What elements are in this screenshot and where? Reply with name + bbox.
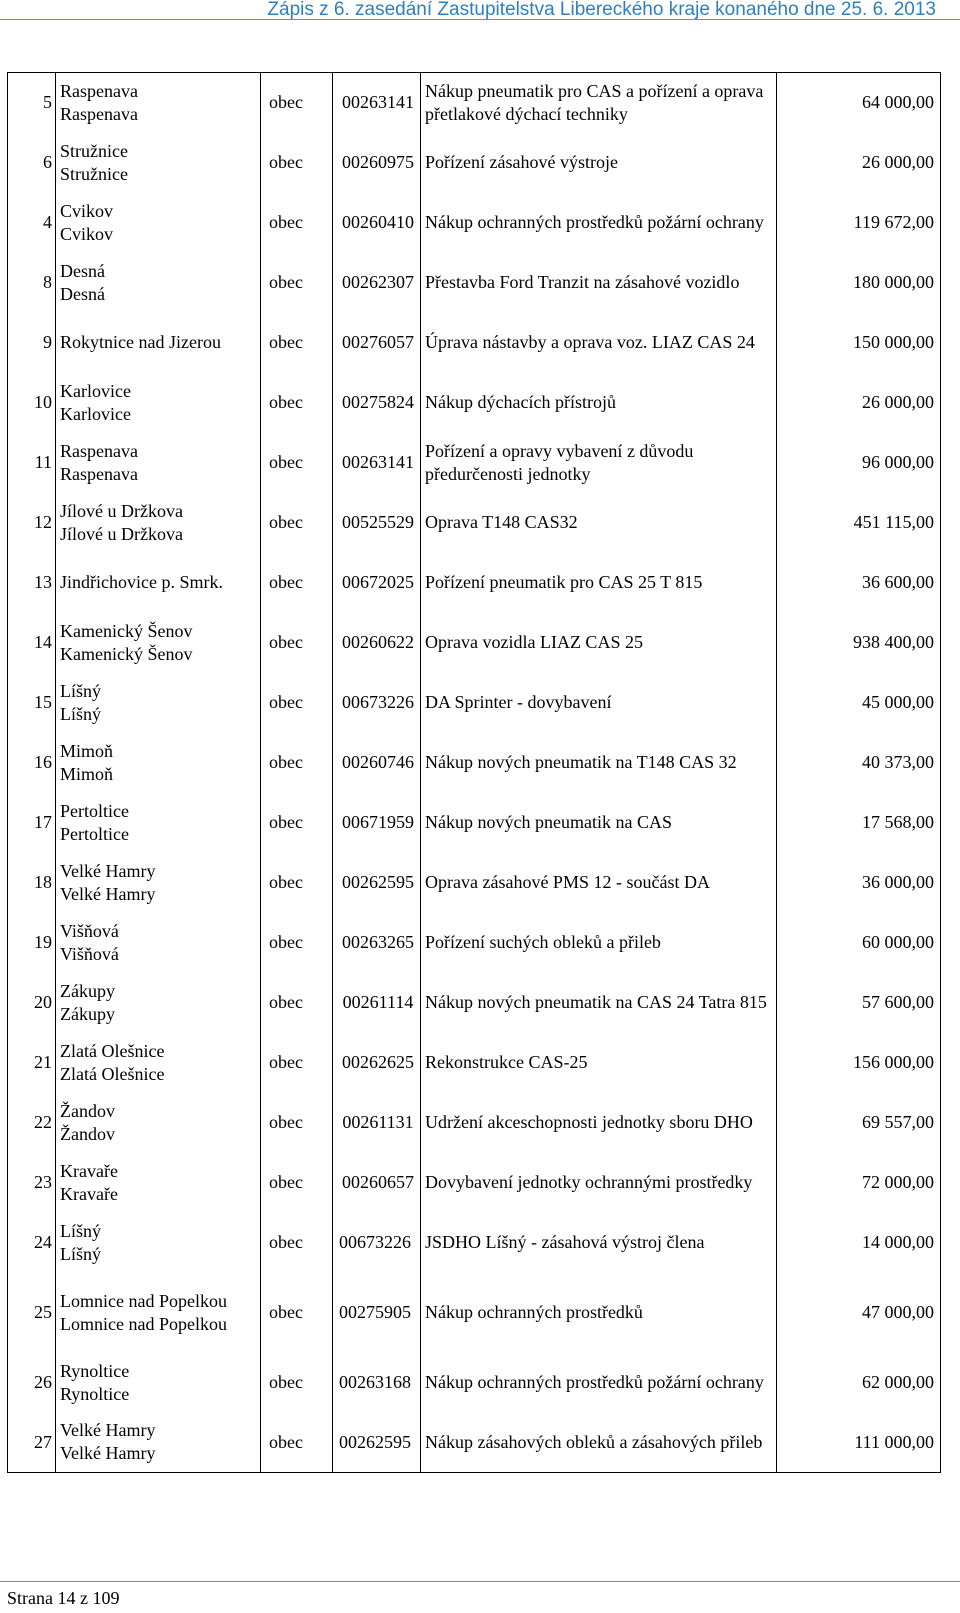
grant-amount: 156 000,00: [777, 1033, 941, 1093]
legal-form: obec: [261, 793, 333, 853]
grant-amount: 36 600,00: [777, 553, 941, 613]
row-number: 17: [8, 793, 56, 853]
ico-cell: [333, 553, 421, 613]
purpose-description: Nákup ochranných prostředků: [421, 1273, 777, 1353]
municipality-cell: [56, 793, 261, 853]
grant-amount: 150 000,00: [777, 313, 941, 373]
table-row: [8, 553, 941, 613]
ico-value: 00673226: [339, 1232, 411, 1252]
ico-cell: [333, 1273, 421, 1353]
purpose-description: Nákup nových pneumatik na T148 CAS 32: [421, 733, 777, 793]
recipient-name: Žandov: [60, 1123, 115, 1144]
recipient-name: Jílové u Držkova: [60, 523, 183, 544]
grant-amount: 26 000,00: [777, 133, 941, 193]
row-number: 23: [8, 1153, 56, 1213]
grant-amount: 45 000,00: [777, 673, 941, 733]
legal-form: obec: [261, 733, 333, 793]
legal-form: obec: [261, 1353, 333, 1413]
municipality-cell: [56, 1213, 261, 1273]
recipient-name: Desná: [60, 283, 105, 304]
table-row: [8, 913, 941, 973]
legal-form: obec: [261, 133, 333, 193]
municipality-name: Karlovice: [60, 380, 131, 401]
row-number: 24: [8, 1213, 56, 1273]
ico-value: 00263141: [342, 452, 414, 472]
ico-cell: [333, 853, 421, 913]
table-row: [8, 193, 941, 253]
legal-form: obec: [261, 1093, 333, 1153]
table-row: [8, 853, 941, 913]
recipient-name: Cvikov: [60, 223, 114, 244]
table-row: [8, 1093, 941, 1153]
header-divider: [0, 19, 960, 20]
ico-value: 00673226: [342, 692, 414, 712]
purpose-description: Pořízení suchých obleků a přileb: [421, 913, 777, 973]
ico-cell: [333, 193, 421, 253]
ico-value: 00262307: [342, 272, 414, 292]
municipality-cell: [56, 313, 261, 373]
ico-cell: [333, 733, 421, 793]
municipality-cell: [56, 553, 261, 613]
grant-amount: 96 000,00: [777, 433, 941, 493]
recipient-name: Rynoltice: [60, 1383, 130, 1404]
grant-amount: 72 000,00: [777, 1153, 941, 1213]
ico-value: 00262595: [342, 872, 414, 892]
ico-value: 00525529: [342, 512, 414, 532]
ico-cell: [333, 1413, 421, 1473]
legal-form: obec: [261, 553, 333, 613]
municipality-name: Mimoň: [60, 740, 114, 761]
recipient-name: Mimoň: [60, 763, 114, 784]
purpose-description: Pořízení a opravy vybavení z důvodu předurčenosti jednotky: [421, 433, 777, 493]
table-row: [8, 313, 941, 373]
municipality-name: Rynoltice: [60, 1360, 130, 1381]
legal-form: obec: [261, 973, 333, 1033]
ico-cell: [333, 913, 421, 973]
municipality-name: Líšný: [60, 1220, 102, 1241]
municipality-name: Zlatá Olešnice: [60, 1040, 165, 1061]
legal-form: obec: [261, 193, 333, 253]
ico-value: 00262625: [342, 1052, 414, 1072]
purpose-description: Pořízení pneumatik pro CAS 25 T 815: [421, 553, 777, 613]
ico-value: 00263265: [342, 932, 414, 952]
municipality-name: Cvikov: [60, 200, 114, 221]
legal-form: obec: [261, 673, 333, 733]
grant-amount: 119 672,00: [777, 193, 941, 253]
legal-form: obec: [261, 1273, 333, 1353]
municipality-cell: [56, 433, 261, 493]
municipality-cell: [56, 133, 261, 193]
municipality-cell: [56, 1353, 261, 1413]
purpose-description: Nákup nových pneumatik na CAS 24 Tatra 815: [421, 973, 777, 1033]
municipality-name: Zákupy: [60, 980, 115, 1001]
ico-cell: [333, 793, 421, 853]
table-row: [8, 973, 941, 1033]
table-row: [8, 1213, 941, 1273]
municipality-cell: [56, 913, 261, 973]
municipality-name: Líšný: [60, 680, 102, 701]
row-number: 16: [8, 733, 56, 793]
ico-value: 00260622: [342, 632, 414, 652]
table-row: [8, 1353, 941, 1413]
legal-form: obec: [261, 1413, 333, 1473]
municipality-cell: [56, 1033, 261, 1093]
legal-form: obec: [261, 1213, 333, 1273]
ico-value: 00260746: [342, 752, 414, 772]
recipient-name: Lomnice nad Popelkou: [60, 1313, 227, 1334]
ico-value: 00260975: [342, 152, 414, 172]
legal-form: obec: [261, 433, 333, 493]
municipality-name: Rokytnice nad Jizerou: [60, 332, 221, 352]
row-number: 5: [8, 73, 56, 133]
ico-value: 00263141: [342, 92, 414, 113]
municipality-name: Žandov: [60, 1100, 115, 1121]
grant-amount: 36 000,00: [777, 853, 941, 913]
ico-cell: [333, 1153, 421, 1213]
municipality-cell: [56, 973, 261, 1033]
municipality-name: Raspenava: [60, 440, 138, 461]
legal-form: obec: [261, 613, 333, 673]
municipality-cell: [56, 673, 261, 733]
recipient-name: Kamenický Šenov: [60, 643, 193, 664]
purpose-description: Oprava T148 CAS32: [421, 493, 777, 553]
legal-form: obec: [261, 1033, 333, 1093]
municipality-cell: [56, 1273, 261, 1353]
table-row: [8, 373, 941, 433]
grant-amount: 938 400,00: [777, 613, 941, 673]
recipient-name: Stružnice: [60, 163, 128, 184]
row-number: 21: [8, 1033, 56, 1093]
municipality-name: Desná: [60, 260, 105, 281]
purpose-description: Oprava vozidla LIAZ CAS 25: [421, 613, 777, 673]
table-row: [8, 733, 941, 793]
recipient-name: Zlatá Olešnice: [60, 1063, 165, 1084]
ico-cell: [333, 433, 421, 493]
recipient-name: Líšný: [60, 703, 102, 724]
table-row: [8, 793, 941, 853]
purpose-description: Přestavba Ford Tranzit na zásahové vozidlo: [421, 253, 777, 313]
row-number: 27: [8, 1413, 56, 1473]
row-number: 8: [8, 253, 56, 313]
ico-cell: [333, 1353, 421, 1413]
table-row: [8, 613, 941, 673]
municipality-cell: [56, 373, 261, 433]
grant-amount: 47 000,00: [777, 1273, 941, 1353]
row-number: 19: [8, 913, 56, 973]
grant-amount: 69 557,00: [777, 1093, 941, 1153]
legal-form: obec: [261, 913, 333, 973]
purpose-description: Nákup dýchacích přístrojů: [421, 373, 777, 433]
legal-form: obec: [261, 313, 333, 373]
row-number: 26: [8, 1353, 56, 1413]
ico-cell: [333, 313, 421, 373]
row-number: 25: [8, 1273, 56, 1353]
recipient-name: Karlovice: [60, 403, 131, 424]
municipality-cell: [56, 193, 261, 253]
municipality-cell: [56, 253, 261, 313]
grant-amount: 14 000,00: [777, 1213, 941, 1273]
row-number: 20: [8, 973, 56, 1033]
legal-form: obec: [261, 853, 333, 913]
row-number: 22: [8, 1093, 56, 1153]
recipient-name: Višňová: [60, 943, 119, 964]
recipient-name: Kravaře: [60, 1183, 118, 1204]
legal-form: obec: [261, 493, 333, 553]
ico-value: 00263168: [339, 1372, 411, 1392]
purpose-description: JSDHO Líšný - zásahová výstroj člena: [421, 1213, 777, 1273]
grant-amount: 17 568,00: [777, 793, 941, 853]
row-number: 14: [8, 613, 56, 673]
municipality-cell: [56, 853, 261, 913]
recipient-name: Zákupy: [60, 1003, 115, 1024]
ico-cell: [333, 673, 421, 733]
municipality-cell: [56, 493, 261, 553]
footer-divider: [0, 1581, 960, 1582]
recipient-name: Pertoltice: [60, 823, 129, 844]
grants-table-body: [8, 73, 941, 1473]
ico-value: 00260410: [342, 212, 414, 232]
ico-cell: [333, 1033, 421, 1093]
row-number: 11: [8, 433, 56, 493]
municipality-name: Stružnice: [60, 140, 128, 161]
table-row: [8, 673, 941, 733]
purpose-description: Rekonstrukce CAS-25: [421, 1033, 777, 1093]
row-number: 13: [8, 553, 56, 613]
municipality-name: Velké Hamry: [60, 860, 156, 881]
ico-cell: [333, 133, 421, 193]
grant-amount: 60 000,00: [777, 913, 941, 973]
purpose-description: Nákup ochranných prostředků požární ochrany: [421, 193, 777, 253]
recipient-name: Raspenava: [60, 103, 138, 124]
purpose-description: Nákup pneumatik pro CAS a pořízení a oprava přetlakové dýchací techniky: [421, 73, 777, 133]
recipient-name: Líšný: [60, 1243, 102, 1264]
purpose-description: Oprava zásahové PMS 12 - součást DA: [421, 853, 777, 913]
municipality-name: Kamenický Šenov: [60, 620, 193, 641]
table-row: [8, 1033, 941, 1093]
table-row: [8, 433, 941, 493]
purpose-description: Nákup ochranných prostředků požární ochrany: [421, 1353, 777, 1413]
ico-value: 00261131: [342, 1112, 414, 1132]
grant-amount: 40 373,00: [777, 733, 941, 793]
purpose-description: Udržení akceschopnosti jednotky sboru DHO: [421, 1093, 777, 1153]
row-number: 6: [8, 133, 56, 193]
municipality-cell: [56, 73, 261, 133]
table-row: [8, 493, 941, 553]
ico-cell: [333, 1093, 421, 1153]
municipality-name: Velké Hamry: [60, 1420, 156, 1441]
grant-amount: 57 600,00: [777, 973, 941, 1033]
municipality-cell: [56, 613, 261, 673]
grant-amount: 451 115,00: [777, 493, 941, 553]
legal-form: obec: [261, 253, 333, 313]
row-number: 9: [8, 313, 56, 373]
ico-cell: [333, 73, 421, 133]
purpose-description: Úprava nástavby a oprava voz. LIAZ CAS 24: [421, 313, 777, 373]
legal-form: obec: [261, 373, 333, 433]
municipality-name: Jindřichovice p. Smrk.: [60, 572, 223, 592]
ico-value: 00672025: [342, 572, 414, 592]
table-row: [8, 1153, 941, 1213]
municipality-name: Jílové u Držkova: [60, 500, 183, 521]
grants-table: [7, 72, 941, 1473]
legal-form: obec: [261, 73, 333, 133]
row-number: 15: [8, 673, 56, 733]
municipality-cell: [56, 1153, 261, 1213]
recipient-name: Velké Hamry: [60, 1443, 156, 1464]
ico-value: 00260657: [342, 1172, 414, 1192]
ico-cell: [333, 253, 421, 313]
municipality-name: Pertoltice: [60, 800, 129, 821]
ico-value: 00262595: [339, 1431, 411, 1452]
municipality-cell: [56, 1093, 261, 1153]
municipality-name: Raspenava: [60, 80, 138, 101]
ico-value: 00671959: [342, 812, 414, 832]
page-header: [0, 0, 960, 20]
ico-value: 00275905: [339, 1302, 411, 1322]
table-row: [8, 133, 941, 193]
grant-amount: 111 000,00: [777, 1413, 941, 1473]
purpose-description: Dovybavení jednotky ochrannými prostředky: [421, 1153, 777, 1213]
recipient-name: Raspenava: [60, 463, 138, 484]
municipality-name: Višňová: [60, 920, 119, 941]
municipality-name: Kravaře: [60, 1160, 118, 1181]
purpose-description: DA Sprinter - dovybavení: [421, 673, 777, 733]
purpose-description: Pořízení zásahové výstroje: [421, 133, 777, 193]
ico-value: 00276057: [342, 332, 414, 352]
ico-cell: [333, 973, 421, 1033]
table-row: [8, 1273, 941, 1353]
row-number: 10: [8, 373, 56, 433]
ico-cell: [333, 613, 421, 673]
ico-cell: [333, 1213, 421, 1273]
ico-value: 00275824: [342, 392, 414, 412]
grant-amount: 26 000,00: [777, 373, 941, 433]
municipality-cell: [56, 1413, 261, 1473]
purpose-description: Nákup zásahových obleků a zásahových přileb: [421, 1413, 777, 1473]
recipient-name: Velké Hamry: [60, 883, 156, 904]
grant-amount: 62 000,00: [777, 1353, 941, 1413]
ico-cell: [333, 373, 421, 433]
page-number: Strana 14 z 109: [7, 1588, 120, 1608]
row-number: 4: [8, 193, 56, 253]
ico-cell: [333, 493, 421, 553]
document-title: Zápis z 6. zasedání Zastupitelstva Libereckého kraje konaného dne 25. 6. 2013: [267, 0, 936, 20]
purpose-description: Nákup nových pneumatik na CAS: [421, 793, 777, 853]
municipality-name: Lomnice nad Popelkou: [60, 1290, 227, 1311]
ico-value: 00261114: [342, 992, 414, 1012]
row-number: 12: [8, 493, 56, 553]
grant-amount: 180 000,00: [777, 253, 941, 313]
legal-form: obec: [261, 1153, 333, 1213]
municipality-cell: [56, 733, 261, 793]
grant-amount: 64 000,00: [777, 73, 941, 133]
row-number: 18: [8, 853, 56, 913]
table-row: [8, 253, 941, 313]
table-row: [8, 1413, 941, 1473]
table-row: [8, 73, 941, 133]
